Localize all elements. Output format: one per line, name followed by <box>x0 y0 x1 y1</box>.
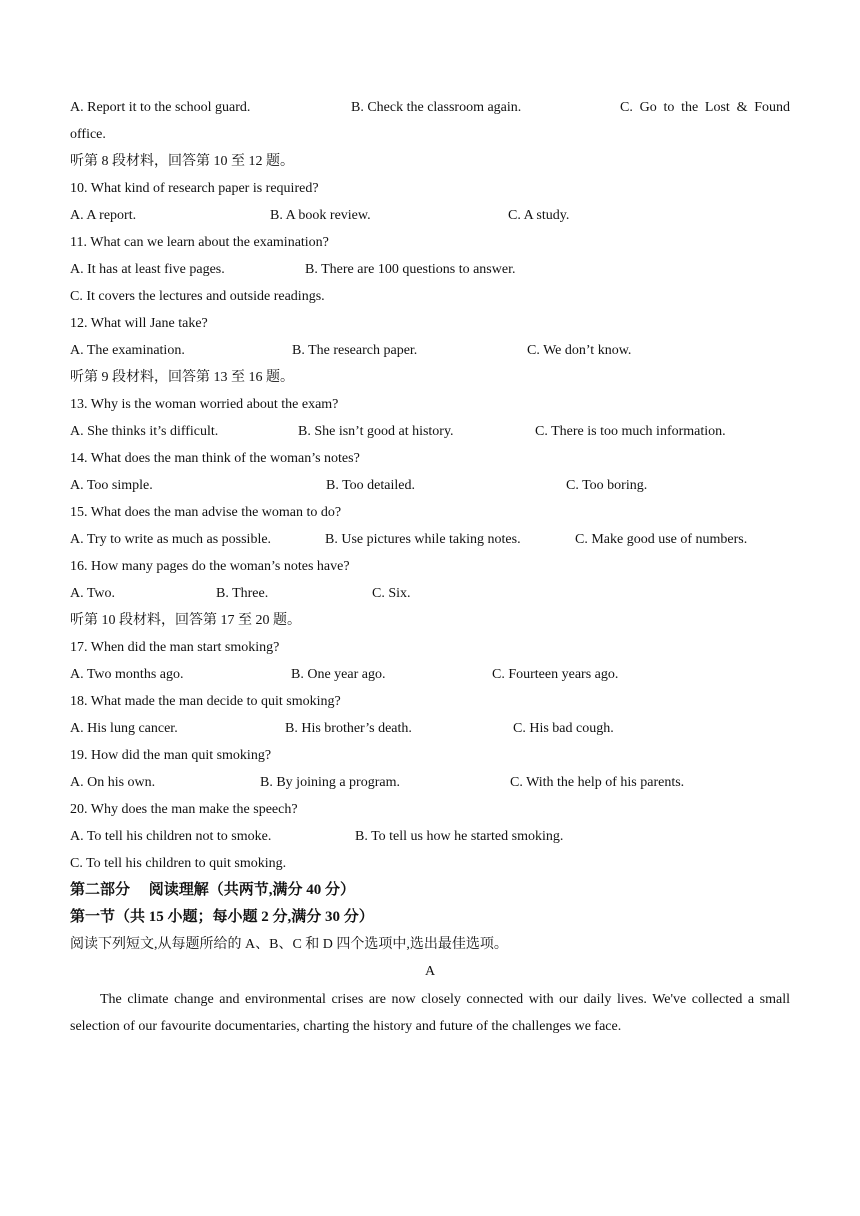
q11-option-a: A. It has at least five pages. <box>70 262 225 277</box>
part2-heading: 第二部分 阅读理解（共两节,满分 40 分） <box>70 882 356 898</box>
q15-question: 15. What does the man advise the woman to do? <box>70 505 342 520</box>
q20-question: 20. Why does the man make the speech? <box>70 802 298 817</box>
q14-option-b: B. Too detailed. <box>326 478 415 493</box>
q13-option-a: A. She thinks it’s difficult. <box>70 424 219 439</box>
q17-option-a: A. Two months ago. <box>70 667 184 682</box>
part2-instruction: 阅读下列短文,从每题所给的 A、B、C 和 D 四个选项中,选出最佳选项。 <box>70 937 508 952</box>
q20-option-b: B. To tell us how he started smoking. <box>355 829 564 844</box>
passage-label: A <box>424 964 436 979</box>
q13-question: 13. Why is the woman worried about the exam? <box>70 397 339 412</box>
section10-instruction: 听第 10 段材料，回答第 17 至 20 题。 <box>70 613 301 628</box>
q18-option-c: C. His bad cough. <box>513 721 614 736</box>
q17-question: 17. When did the man start smoking? <box>70 640 280 655</box>
q19-question: 19. How did the man quit smoking? <box>70 748 272 763</box>
q11-question: 11. What can we learn about the examination? <box>70 235 329 250</box>
q13-option-c: C. There is too much information. <box>535 424 726 439</box>
q12-option-a: A. The examination. <box>70 343 185 358</box>
q20-option-a: A. To tell his children not to smoke. <box>70 829 272 844</box>
q10-option-a: A. A report. <box>70 208 137 223</box>
q20-option-c: C. To tell his children to quit smoking. <box>70 856 287 871</box>
q15-option-a: A. Try to write as much as possible. <box>70 532 272 547</box>
q15-option-b: B. Use pictures while taking notes. <box>325 532 521 547</box>
q19-option-b: B. By joining a program. <box>260 775 400 790</box>
q12-option-b: B. The research paper. <box>292 343 418 358</box>
q14-option-c: C. Too boring. <box>566 478 648 493</box>
q18-option-b: B. His brother’s death. <box>285 721 412 736</box>
q16-option-a: A. Two. <box>70 586 116 601</box>
q18-question: 18. What made the man decide to quit smoking? <box>70 694 341 709</box>
q17-option-b: B. One year ago. <box>291 667 386 682</box>
q11-option-c: C. It covers the lectures and outside readings. <box>70 289 325 304</box>
q19-option-c: C. With the help of his parents. <box>510 775 685 790</box>
q9-option-b: B. Check the classroom again. <box>351 100 522 115</box>
q16-option-c: C. Six. <box>372 586 411 601</box>
q9-option-c: C. Go to the Lost & Found <box>620 100 790 115</box>
section8-instruction: 听第 8 段材料，回答第 10 至 12 题。 <box>70 154 294 169</box>
q9-option-a: A. Report it to the school guard. <box>70 100 251 115</box>
q13-option-b: B. She isn’t good at history. <box>298 424 454 439</box>
q12-option-c: C. We don’t know. <box>527 343 632 358</box>
q16-option-b: B. Three. <box>216 586 269 601</box>
q19-option-a: A. On his own. <box>70 775 156 790</box>
q14-option-a: A. Too simple. <box>70 478 153 493</box>
passage-paragraph: The climate change and environmental crises are now closely connected with our daily lives. We've collected a small selection of our favourite documentaries, charting the history and future of the challenges we face. <box>70 992 790 1034</box>
q14-question: 14. What does the man think of the woman’s notes? <box>70 451 360 466</box>
q10-question: 10. What kind of research paper is required? <box>70 181 319 196</box>
q10-option-c: C. A study. <box>508 208 570 223</box>
section9-instruction: 听第 9 段材料，回答第 13 至 16 题。 <box>70 370 294 385</box>
part2-section1-heading: 第一节（共 15 小题；每小题 2 分,满分 30 分） <box>70 909 374 925</box>
q17-option-c: C. Fourteen years ago. <box>492 667 619 682</box>
q10-option-b: B. A book review. <box>270 208 371 223</box>
q9-option-c-continued: office. <box>70 127 106 142</box>
q11-option-b: B. There are 100 questions to answer. <box>305 262 516 277</box>
q16-question: 16. How many pages do the woman’s notes have? <box>70 559 350 574</box>
q15-option-c: C. Make good use of numbers. <box>575 532 748 547</box>
q12-question: 12. What will Jane take? <box>70 316 208 331</box>
q18-option-a: A. His lung cancer. <box>70 721 178 736</box>
